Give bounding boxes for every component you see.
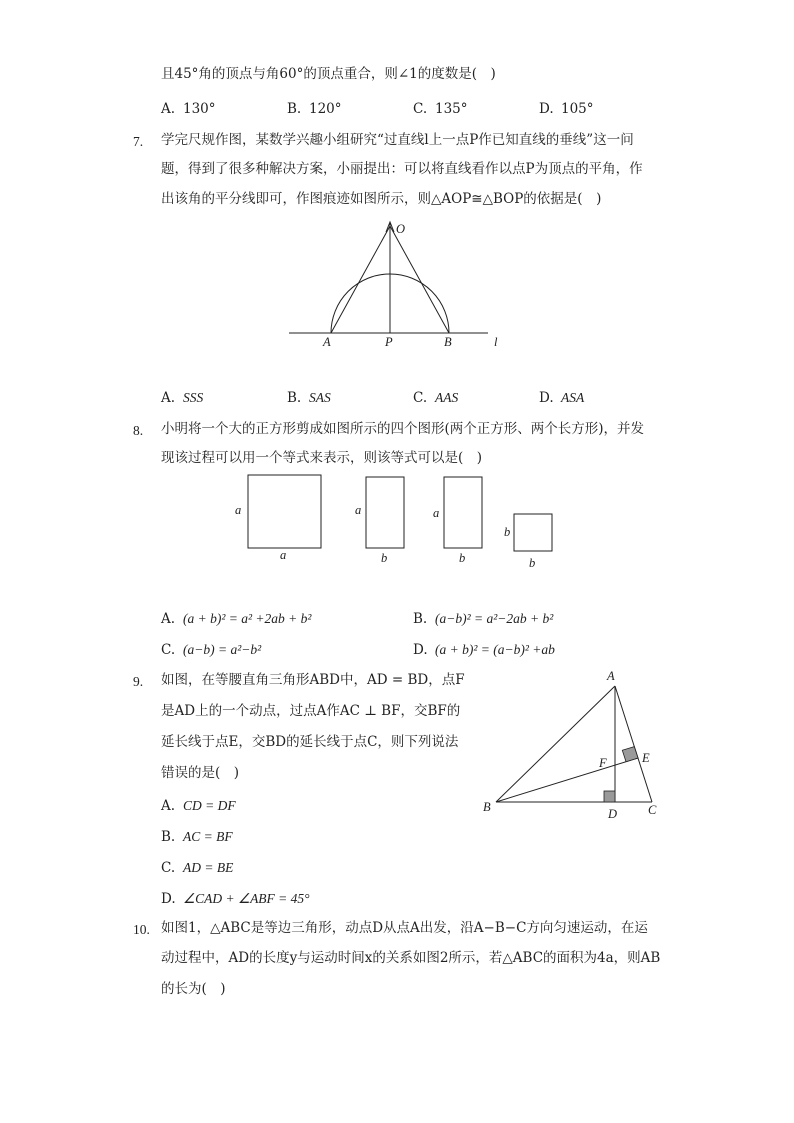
q9-option-d-letter: D.	[161, 891, 176, 907]
q6-option-c-letter: C.	[413, 101, 428, 117]
q9-label-B: B	[483, 800, 491, 814]
q9-stem-line-3: 延长线于点E，交BD的延长线于点C，则下列说法	[161, 734, 459, 750]
q8-small-square-side-label: b	[504, 525, 511, 539]
q7-option-a-letter: A.	[161, 390, 176, 406]
q7-option-a-text: SSS	[183, 390, 204, 405]
q6-option-d-letter: D.	[539, 101, 554, 117]
q9-option-a-letter: A.	[161, 798, 176, 814]
q8-option-d-text: (a + b)² = (a−b)² +ab	[435, 642, 555, 657]
q7-label-P: P	[385, 335, 393, 349]
q6-option-c-text: 135°	[435, 101, 468, 117]
q8-option-c-letter: C.	[161, 642, 176, 658]
q9-option-d-text: ∠CAD + ∠ABF = 45°	[183, 891, 310, 906]
q8-option-b-text: (a−b)² = a²−2ab + b²	[435, 611, 554, 626]
q7-label-l: l	[494, 335, 498, 349]
q8-small-square-bottom-label: b	[529, 556, 536, 570]
q9-label-F: F	[599, 756, 607, 770]
q8-rect-2-bottom-label: b	[459, 551, 466, 565]
q9-label-C: C	[648, 803, 657, 817]
q9-option-c-letter: C.	[161, 860, 176, 876]
q9-segment-AC	[615, 686, 652, 802]
q9-right-angle-E	[622, 747, 638, 762]
q8-option-b-letter: B.	[413, 611, 428, 627]
q8-option-c-text: (a−b) = a²−b²	[183, 642, 262, 657]
q9-label-E: E	[642, 751, 650, 765]
q6-option-b-letter: B.	[287, 101, 302, 117]
q7-label-A: A	[323, 335, 331, 349]
q10-stem-line-3: 的长为( )	[161, 981, 226, 997]
q9-number: 9.	[133, 674, 144, 689]
q7-option-b-letter: B.	[287, 390, 302, 406]
q10-stem-line-2: 动过程中，AD的长度y与运动时间x的关系如图2所示，若△ABC的面积为4a，则AB	[161, 950, 661, 966]
q9-option-b-letter: B.	[161, 829, 176, 845]
q7-option-b-text: SAS	[309, 390, 331, 405]
q9-label-D: D	[608, 807, 618, 821]
q6-option-a-letter: A.	[161, 101, 176, 117]
q9-option-a-text: CD = DF	[183, 798, 236, 813]
q7-label-O: O	[396, 222, 406, 236]
q9-stem-line-1: 如图，在等腰直角三角形ABD中，AD = BD，点F	[161, 672, 465, 688]
q8-number: 8.	[133, 423, 144, 438]
q8-rect-1-side-label: a	[355, 503, 362, 517]
q9-stem-line-2: 是AD上的一个动点，过点A作AC ⊥ BF，交BF的	[161, 703, 461, 719]
q7-stem-line-2: 题，得到了很多种解决方案，小丽提出：可以将直线看作以点P为顶点的平角，作	[161, 161, 643, 177]
q8-option-a-letter: A.	[161, 611, 176, 627]
q8-option-d-letter: D.	[413, 642, 428, 658]
q9-label-A: A	[607, 669, 615, 683]
q9-option-c-text: AD = BE	[183, 860, 234, 875]
q9-segment-AB	[496, 686, 615, 802]
q6-option-b-text: 120°	[309, 101, 342, 117]
q9-right-angle-D	[604, 791, 615, 802]
q9-stem-line-4: 错误的是( )	[161, 765, 240, 781]
q9-segment-BE	[496, 758, 638, 802]
q8-stem-line-1: 小明将一个大的正方形剪成如图所示的四个图形(两个正方形、两个长方形)，并发	[161, 421, 645, 437]
q6-option-a-text: 130°	[183, 101, 216, 117]
q7-stem-line-1: 学完尺规作图，某数学兴趣小组研究“过直线l上一点P作已知直线的垂线”这一问	[161, 132, 634, 148]
q9-option-b-text: AC = BF	[183, 829, 233, 844]
q6-option-d-text: 105°	[561, 101, 594, 117]
q7-label-B: B	[444, 335, 452, 349]
q10-number: 10.	[133, 922, 150, 937]
q10-stem-line-1: 如图1，△ABC是等边三角形，动点D从点A出发，沿A−B−C方向匀速运动，在运	[161, 920, 648, 936]
q7-number: 7.	[133, 134, 144, 149]
q7-option-d-letter: D.	[539, 390, 554, 406]
q7-option-c-text: AAS	[435, 390, 459, 405]
q8-big-square-side-label: a	[235, 503, 242, 517]
q8-rect-1-bottom-label: b	[381, 551, 388, 565]
q7-stem-line-3: 出该角的平分线即可，作图痕迹如图所示，则△AOP≅△BOP的依据是( )	[161, 191, 602, 207]
q8-option-a-text: (a + b)² = a² +2ab + b²	[183, 611, 312, 626]
q8-big-square-bottom-label: a	[280, 548, 287, 562]
q7-option-d-text: ASA	[561, 390, 585, 405]
q6-stem-line: 且45°角的顶点与角60°的顶点重合，则∠1的度数是( )	[161, 66, 496, 82]
q8-rect-2-side-label: a	[433, 506, 440, 520]
q8-stem-line-2: 现该过程可以用一个等式来表示，则该等式可以是( )	[161, 450, 483, 466]
q7-option-c-letter: C.	[413, 390, 428, 406]
